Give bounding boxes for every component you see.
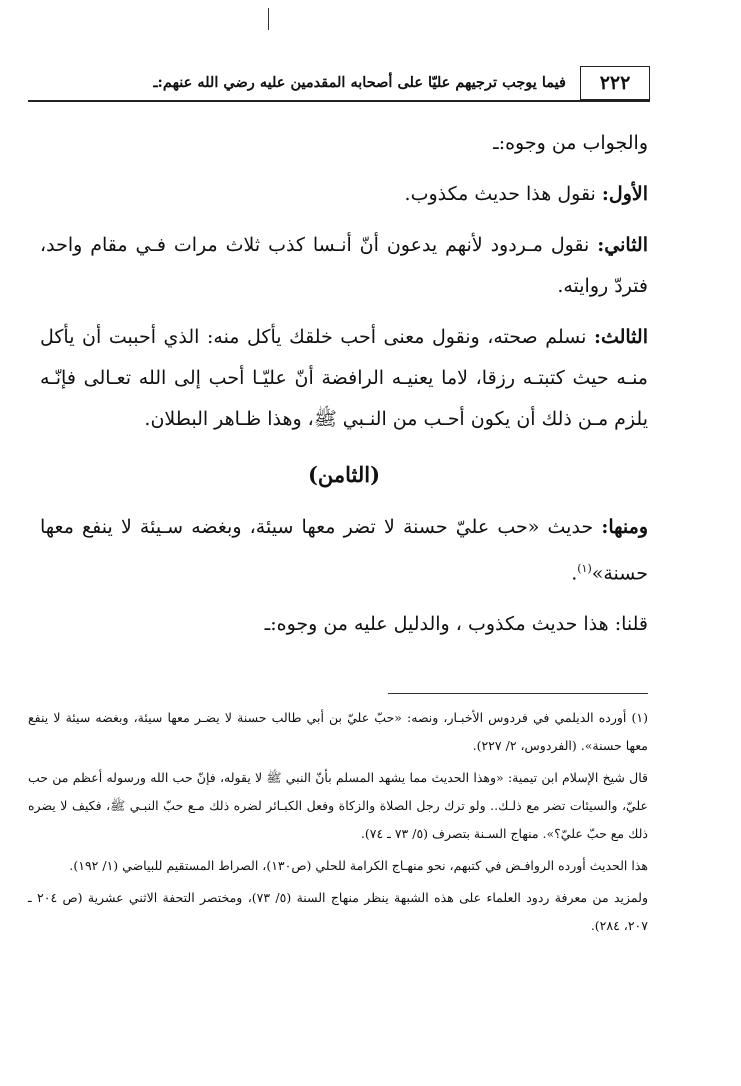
footnote-item: هذا الحديث أورده الروافـض في كتبهم، نحو منهـاج الكرامة للحلي (ص١٣٠)، الصراط المستقيم للبياضي (١/ ١٩٢). — [69, 858, 648, 873]
paragraph-end: . — [571, 562, 578, 585]
paragraph-text: حديث «حب عليّ حسنة لا تضر معها سيئة، وبغضه سـيئة لا ينفع معها حسنة» — [40, 516, 648, 585]
paragraph-lead: ومنها: — [601, 516, 648, 538]
paragraph-first — [40, 174, 648, 215]
footnote-item: قال شيخ الإسلام ابن تيمية: «وهذا الحديث مما يشهد المسلم بأنّ النبي ﷺ لا يقوله، فإنّ حب الله ورسوله أعظم من حب عليّ، والسيئات تضر مع ذلـك.. ولو ترك رجل الصلاة والزكاة وفعل الكبـائر لضره ذلك مـع حبّ النبـي ﷺ، فكيف لا يضره ذلك مع حبّ عليّ؟». منهاج السـنة بتصرف (٥/ ٧٣ ـ ٧٤). — [28, 770, 648, 841]
paragraph-second — [40, 225, 648, 307]
footnotes — [28, 704, 648, 944]
footnote-ref: (١) — [577, 562, 592, 575]
footnote-item: ولمزيد من معرفة ردود العلماء على هذه الشبهة ينظر منهاج السنة (٥/ ٧٣)، ومختصر التحفة الاثني عشرية (ص ٢٠٤ ـ ٢٠٧، ٢٨٤). — [28, 890, 648, 933]
footnote-rule — [388, 693, 648, 694]
running-title: فيما يوجب ترجيهم عليّا على أصحابه المقدمين عليه رضي الله عنهم:ـ — [153, 74, 566, 91]
paragraph-lead: الثالث: — [593, 326, 648, 348]
paragraph-text: نقول مـردود لأنهم يدعون أنّ أنـسا كذب ثلاث مرات فـي مقام واحد، فتردّ روايته. — [40, 234, 648, 297]
page-number: ٢٢٢ — [580, 66, 650, 100]
paragraph-text: نسلم صحته، ونقول معنى أحب خلقك يأكل منه: الذي أحببت أن يأكل منـه حيث كتبتـه رزقا، لاما يعنيـه الرافضة أنّ عليّـا أحب إلى الله تعـالى فإنّـه يلزم مـن ذلك أن يكون أحـب من النـبي ﷺ، وهذا ظـاهر البطلان. — [40, 326, 648, 430]
footnote-item: (١) أورده الديلمي في فردوس الأخبـار، ونصه: «حبّ عليّ بن أبي طالب حسنة لا يضـر معها سيئة، وبغضه سيئة لا ينفع معها حسنة». (الفردوس، ٢/ ٢٢٧). — [28, 710, 648, 753]
page-header — [28, 58, 650, 104]
top-margin-mark — [268, 8, 269, 30]
paragraph-reply: قلنا: هذا حديث مكذوب ، والدليل عليه من وجوه:ـ — [264, 613, 648, 636]
paragraph-text: نقول هذا حديث مكذوب. — [404, 183, 602, 205]
header-rule — [28, 100, 650, 102]
section-title: (الثامن) — [307, 462, 381, 487]
paragraph-lead: الأول: — [601, 183, 648, 205]
paragraph-intro: والجواب من وجوه:ـ — [493, 132, 648, 154]
body-text — [40, 123, 648, 655]
paragraph-third — [40, 317, 648, 440]
paragraph-hadith — [40, 507, 648, 594]
paragraph-lead: الثاني: — [597, 234, 648, 256]
